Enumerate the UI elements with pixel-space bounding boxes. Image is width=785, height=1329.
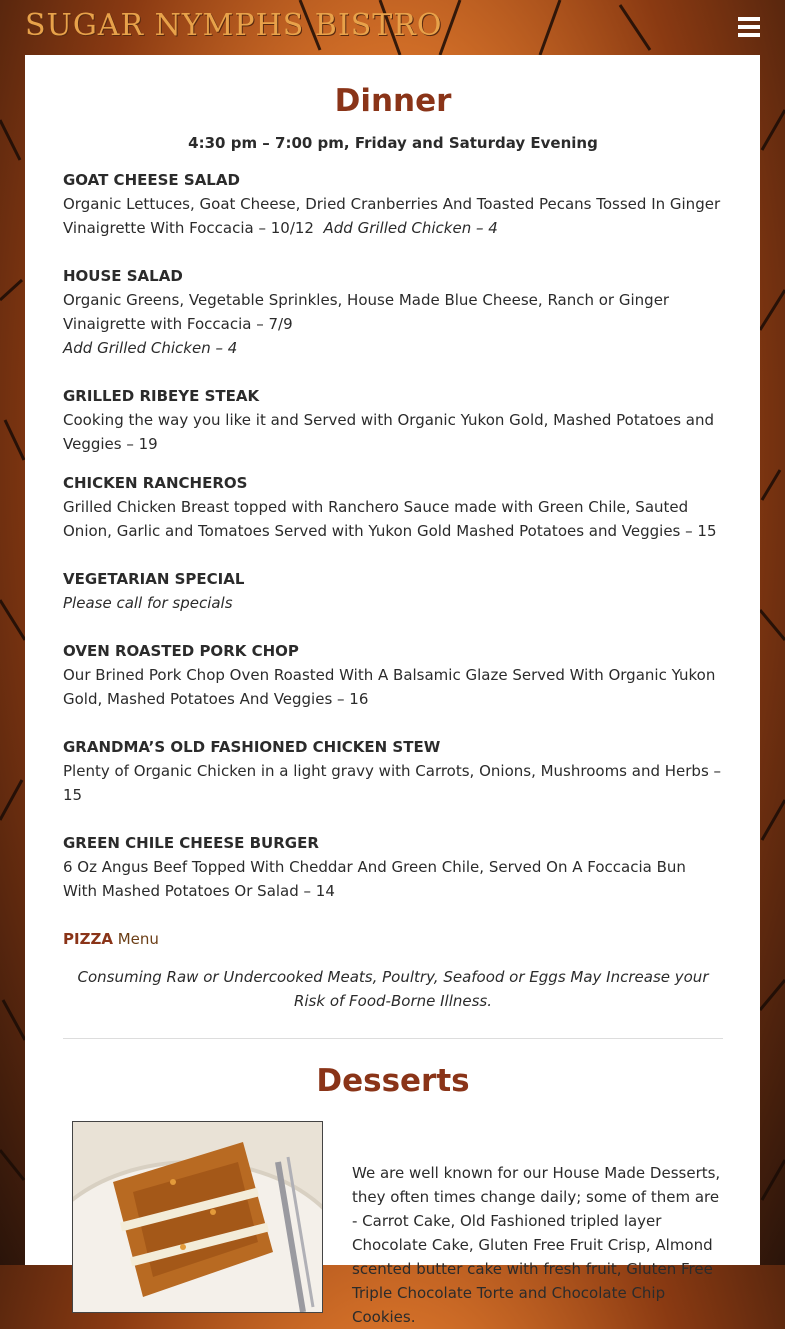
menu-item-house-salad <box>63 264 723 360</box>
menu-item-extra: Add Grilled Chicken – 4 <box>63 339 238 357</box>
desserts-row <box>63 1121 723 1326</box>
menu-item-goat-cheese-salad <box>63 168 723 240</box>
menu-item-desc: 6 Oz Angus Beef Topped With Cheddar And Green Chile, Served On A Foccacia Bun With Mashed Potatoes Or Salad – 14 <box>63 858 686 900</box>
menu-content <box>63 55 723 1326</box>
menu-item-name: GRILLED RIBEYE STEAK <box>63 387 260 405</box>
section-divider <box>63 1038 723 1039</box>
menu-item-name: GREEN CHILE CHEESE BURGER <box>63 834 319 852</box>
menu-item-green-chile-burger <box>63 831 723 903</box>
menu-item-desc: Grilled Chicken Breast topped with Ranchero Sauce made with Green Chile, Sauted Onion, Garlic and Tomatoes Served with Yukon Gold Mashed Potatoes and Veggies – 15 <box>63 498 717 540</box>
menu-item-desc: Plenty of Organic Chicken in a light gravy with Carrots, Onions, Mushrooms and Herbs – 15 <box>63 762 722 804</box>
dinner-hours: 4:30 pm – 7:00 pm, Friday and Saturday Evening <box>188 134 598 152</box>
site-logo[interactable]: SUGAR NYMPHS BISTRO <box>25 8 443 43</box>
pizza-menu-link[interactable] <box>63 927 723 951</box>
menu-item-chicken-rancheros <box>63 471 723 543</box>
menu-item-desc: Organic Greens, Vegetable Sprinkles, House Made Blue Cheese, Ranch or Ginger Vinaigrette with Foccacia – 7/9 <box>63 291 670 333</box>
menu-item-desc <box>63 192 723 240</box>
pizza-label[interactable]: PIZZA <box>63 930 113 948</box>
menu-item-extra: Add Grilled Chicken – 4 <box>323 219 498 237</box>
menu-item-pork-chop <box>63 639 723 711</box>
menu-link[interactable]: Menu <box>117 930 159 948</box>
desserts-description: We are well known for our House Made Desserts, they often times change daily; some of them are - Carrot Cake, Old Fashioned tripled layer Chocolate Cake, Gluten Free Fruit Crisp, Almond scented butter cake with fresh fruit, Gluten Free Triple Chocolate Torte and Chocolate Chip Cookies. <box>352 1164 721 1326</box>
hamburger-bar <box>738 33 760 37</box>
hamburger-icon[interactable] <box>738 17 760 37</box>
menu-item-desc: Our Brined Pork Chop Oven Roasted With A Balsamic Glaze Served With Organic Yukon Gold, Mashed Potatoes And Veggies – 16 <box>63 666 716 708</box>
dinner-title: Dinner <box>334 83 452 119</box>
hamburger-bar <box>738 25 760 29</box>
menu-item-name: CHICKEN RANCHEROS <box>63 474 248 492</box>
menu-item-extra: Please call for specials <box>63 594 233 612</box>
menu-item-ribeye-steak <box>63 384 723 456</box>
menu-item-chicken-stew <box>63 735 723 807</box>
carrot-cake-illustration <box>73 1122 322 1312</box>
site-header <box>0 0 785 55</box>
menu-item-name: OVEN ROASTED PORK CHOP <box>63 642 299 660</box>
carrot-cake-image <box>72 1121 323 1313</box>
menu-item-vegetarian-special <box>63 567 723 615</box>
menu-item-name: VEGETARIAN SPECIAL <box>63 570 245 588</box>
menu-item-name: GRANDMA’S OLD FASHIONED CHICKEN STEW <box>63 738 441 756</box>
content-panel <box>25 55 760 1326</box>
desserts-title: Desserts <box>316 1063 470 1099</box>
hamburger-bar <box>738 17 760 21</box>
food-safety-warning: Consuming Raw or Undercooked Meats, Poultry, Seafood or Eggs May Increase your Risk of Food-Borne Illness. <box>77 968 709 1010</box>
menu-item-name: HOUSE SALAD <box>63 267 183 285</box>
menu-item-desc: Cooking the way you like it and Served with Organic Yukon Gold, Mashed Potatoes and Veggies – 19 <box>63 411 715 453</box>
menu-item-desc-text: Organic Lettuces, Goat Cheese, Dried Cranberries And Toasted Pecans Tossed In Ginger Vinaigrette With Foccacia – 10/12 <box>63 195 721 237</box>
menu-item-name: GOAT CHEESE SALAD <box>63 171 240 189</box>
